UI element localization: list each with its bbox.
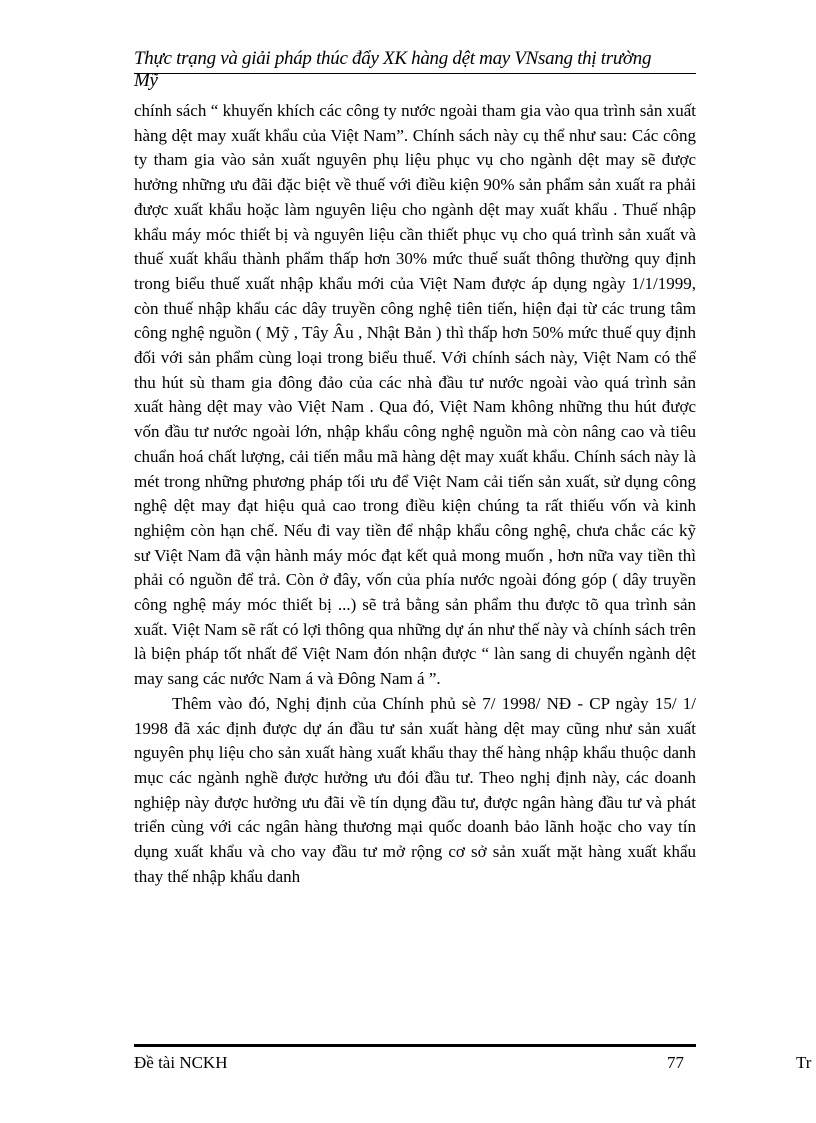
page-header — [134, 48, 694, 92]
footer-divider — [134, 1044, 696, 1047]
header-divider — [134, 73, 696, 74]
footer-right-text: Tr — [796, 1053, 812, 1072]
body-text — [134, 99, 696, 890]
header-title-line2: Mỹ — [134, 70, 158, 91]
paragraph-1: chính sách “ khuyến khích các công ty nước ngoài tham gia vào qua trình sản xuất hàng dệt may xuất khẩu của Việt Nam”. Chính sách này cụ thể như sau: Các công ty tham gia vào sản xuất nguyên phụ liệu phục vụ cho ngành dệt may sẽ được hưởng những ưu đãi đặc biệt về thuế với điều kiện 90% sản phẩm sản xuất ra phải được xuất khẩu hoặc làm nguyên liệu cho ngành dệt may xuất khẩu . Thuế nhập khẩu máy móc thiết bị và nguyên liệu cần thiết phục vụ cho quá trình sản xuất và thuế xuất khẩu thành phẩm thấp hơn 30% mức thuế suất thông thường quy định trong biểu thuế xuất nhập khẩu mới của Việt Nam được áp dụng ngày 1/1/1999, còn thuế nhập khẩu các dây truyền công nghệ tiên tiến, hiện đại từ các trung tâm công nghệ nguồn ( Mỹ , Tây Âu , Nhật Bản ) thì thấp hơn 50% mức thuế quy định đối với sản phẩm cùng loại trong biểu thuế. Với chính sách này, Việt Nam có thể thu hút sù tham gia đông đảo của các nhà đầu tư nước ngoài vào quá trình sản xuất hàng dệt may vào Việt Nam . Qua đó, Việt Nam không những thu hút được vốn đầu tư nước ngoài lớn, nhập khẩu công nghệ nguồn mà còn nâng cao và tiêu chuẩn hoá chất lượng, cải tiến mẫu mã hàng dệt may xuất khẩu. Chính sách này là mét trong những phương pháp tối ưu để Việt Nam cải tiến sản xuất, sử dụng công nghệ dệt may đạt hiệu quả cao trong điều kiện chúng ta rất thiếu vốn và kinh nghiệm còn hạn chế. Nếu đi vay tiền để nhập khẩu công nghệ, chưa chắc các kỹ sư Việt Nam đã vận hành máy móc đạt kết quả mong muốn , hơn nữa vay tiền thì phải có nguồn để trả. Còn ở đây, vốn của phía nước ngoài đóng góp ( dây truyền công nghệ máy móc thiết bị ...) sẽ trả bằng sản phẩm thu được tõ qua trình sản xuất. Việt Nam sẽ rất có lợi thông qua những dự án như thế này và chính sách trên là biện pháp tốt nhất để Việt Nam đón nhận được “ làn sang di chuyển ngành dệt may sang các nước Nam á và Đông Nam á ”. — [134, 101, 696, 689]
footer-label: Đề tài NCKH — [134, 1053, 228, 1072]
paragraph-2: Thêm vào đó, Nghị định của Chính phủ sè 7/ 1998/ NĐ - CP ngày 15/ 1/ 1998 đã xác định được dự án đầu tư sản xuất hàng dệt may cũng như sản xuất nguyên phụ liệu cho sản xuất hàng xuất khẩu thay thế hàng nhập khẩu thuộc danh mục các ngành nghề được hưởng ưu đói đầu tư. Theo nghị định này, các doanh nghiệp này được hưởng ưu đãi về tín dụng đầu tư, được ngân hàng đầu tư và phát triển cùng với các ngân hàng thương mại quốc doanh bảo lãnh hoặc cho vay tín dụng xuất khẩu và cho vay đầu tư mở rộng cơ sở sản xuất mặt hàng xuất khẩu thay thế nhập khẩu danh — [134, 693, 696, 886]
page-number: 77 — [667, 1053, 684, 1072]
header-title-line1: Thực trạng và giải pháp thúc đẩy XK hàng dệt may VNsang thị trường — [134, 48, 652, 69]
